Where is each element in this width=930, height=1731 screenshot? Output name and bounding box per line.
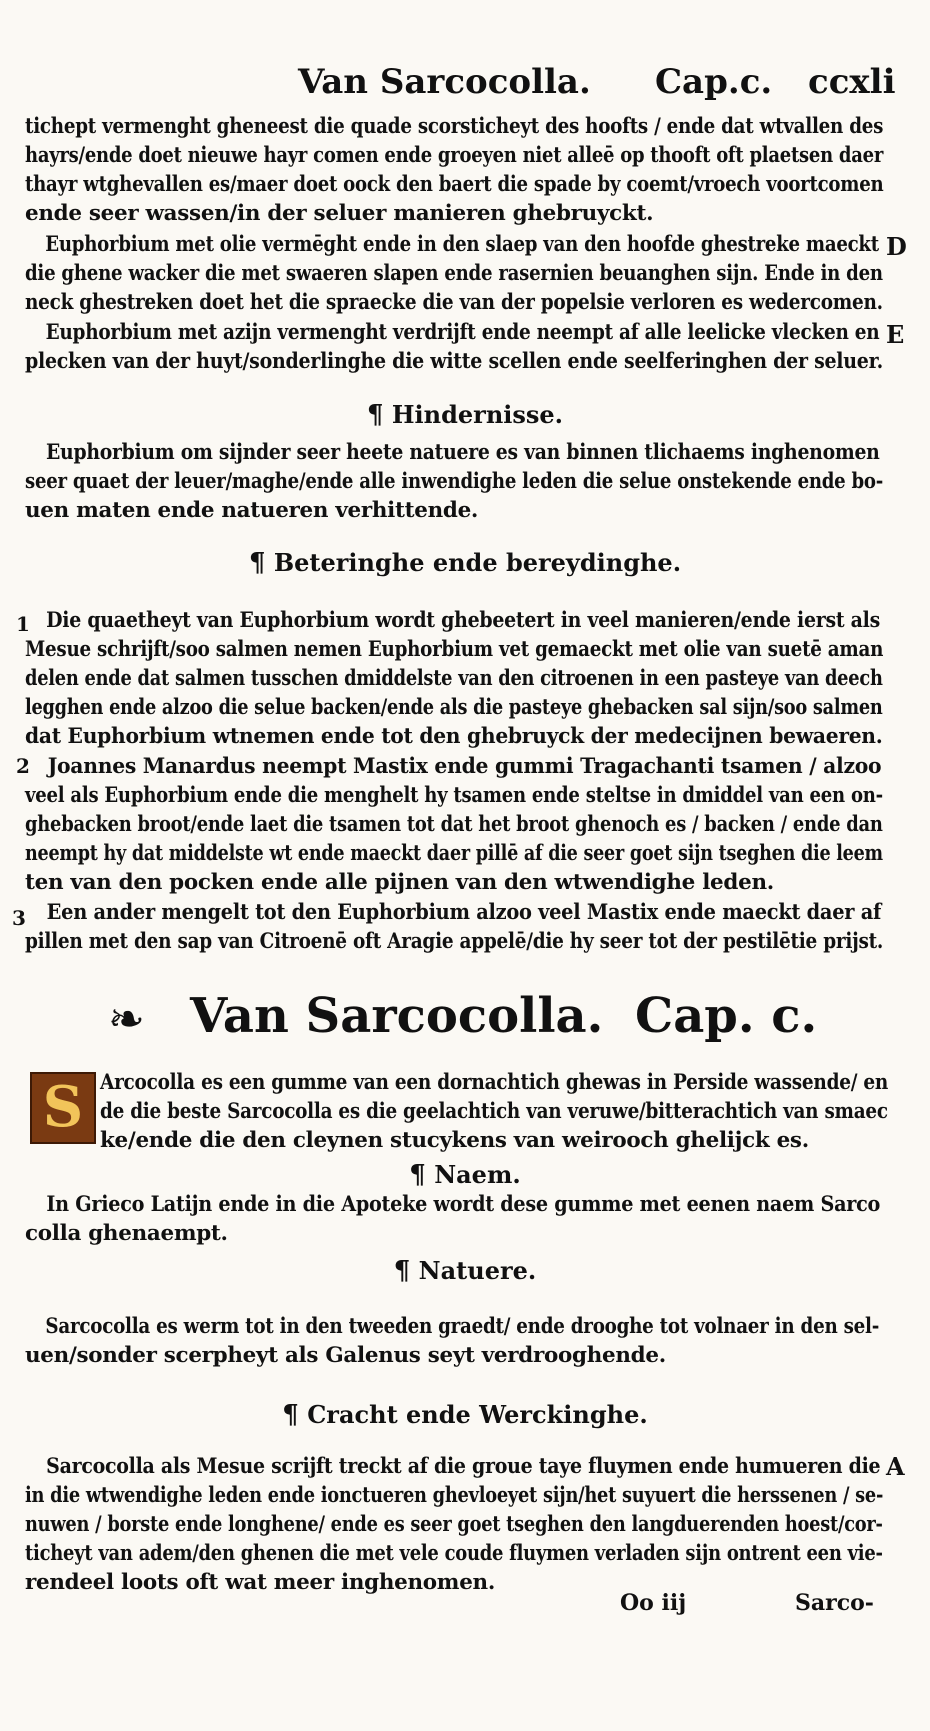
text-line: Sarcocolla es werm tot in den tweeden graedt/ ende drooghe tot volnaer in den sel- bbox=[45, 1314, 880, 1339]
text-line: ghebacken broot/ende laet die tsamen tot dat het broot ghenoch es / backen / ende dan bbox=[25, 812, 883, 837]
text-line: Euphorbium met olie vermēght ende in den slaep van den hoofde ghestreke maeckt bbox=[45, 232, 879, 257]
text-line: veel als Euphorbium ende die menghelt hy tsamen ende steltse in dmiddel van een on- bbox=[25, 783, 883, 808]
chapter-intro bbox=[100, 1068, 890, 1155]
text-line: ende seer wassen/in der seluer manieren ghebruyckt. bbox=[25, 201, 654, 226]
text-line: Een ander mengelt tot den Euphorbium alzoo veel Mastix ende maeckt daer af bbox=[46, 900, 882, 925]
folio-number: ccxli bbox=[808, 62, 896, 102]
text-line: tichept vermenght gheneest die quade scorsticheyt des hoofts / ende dat wtvallen des bbox=[25, 114, 884, 139]
text-line: neck ghestreken doet het die spraecke die van der popelsie verloren es wedercomen. bbox=[25, 290, 883, 315]
pilcrow-icon: ¶ bbox=[248, 548, 266, 578]
text-line: de die beste Sarcocolla es die geelachtich van veruwe/bitterachtich van smaec bbox=[100, 1099, 888, 1124]
pilcrow-icon: ¶ bbox=[366, 400, 384, 430]
pilcrow-icon: ¶ bbox=[282, 1400, 299, 1430]
text-line: nuwen / borste ende longhene/ ende es seer goet tseghen den langduerenden hoest/cor- bbox=[25, 1512, 883, 1537]
text-line: Sarcocolla als Mesue scrijft treckt af die groue taye fluymen ende humueren die bbox=[46, 1454, 881, 1479]
pilcrow-icon: ¶ bbox=[393, 1256, 411, 1286]
item-number: 3 bbox=[12, 906, 26, 930]
heading-natuere: ¶ Natuere. bbox=[393, 1256, 537, 1286]
text-line: Die quaetheyt van Euphorbium wordt ghebeetert in veel manieren/ende ierst als bbox=[46, 608, 881, 633]
text-line: in die wtwendighe leden ende ionctueren ghevloeyet sijn/het suyuert die herssenen / se- bbox=[25, 1483, 884, 1508]
beteringhe-item-2 bbox=[25, 752, 885, 897]
heading-beteringhe: ¶ Beteringhe ende bereydinghe. bbox=[248, 548, 682, 578]
item-number: 2 bbox=[16, 754, 30, 778]
text-line: Mesue schrijft/soo salmen nemen Euphorbium vet gemaeckt met olie van suetē aman bbox=[25, 637, 884, 662]
text-line: seer quaet der leuer/maghe/ende alle inwendighe leden die selue onstekende ende bo- bbox=[25, 469, 884, 494]
text-line: Euphorbium om sijnder seer heete natuere es van binnen tlichaems inghenomen bbox=[45, 440, 880, 465]
running-chapter: Cap.c. bbox=[655, 62, 773, 102]
chapter-number: Cap. c. bbox=[635, 988, 818, 1044]
text-line: legghen ende alzoo die selue backen/ende als die pasteye ghebacken sal sijn/soo salmen bbox=[25, 695, 883, 720]
margin-letter-e: E bbox=[886, 320, 905, 349]
text-line: hayrs/ende doet nieuwe hayr comen ende groeyen niet alleē op thooft oft plaetsen daer bbox=[25, 143, 884, 168]
text-line: uen/sonder scerpheyt als Galenus seyt verdrooghende. bbox=[25, 1343, 666, 1368]
intro-paragraph bbox=[25, 112, 885, 228]
text-line: Joannes Manardus neempt Mastix ende gummi Tragachanti tsamen / alzoo bbox=[47, 754, 882, 779]
beteringhe-item-3 bbox=[25, 898, 885, 956]
text-line: In Grieco Latijn ende in die Apoteke wordt dese gumme met eenen naem Sarco bbox=[46, 1192, 881, 1217]
heading-naem: ¶ Naem. bbox=[409, 1160, 521, 1190]
text-line: dat Euphorbium wtnemen ende tot den ghebruyck der medecijnen bewaeren. bbox=[25, 724, 883, 749]
text-line: ke/ende die den cleynen stucykens van weirooch ghelijck es. bbox=[100, 1128, 809, 1153]
text-line: thayr wtghevallen es/maer doet oock den baert die spade by coemt/vroech voortcomen bbox=[25, 172, 884, 197]
pilcrow-icon: ¶ bbox=[409, 1160, 426, 1190]
text-line: rendeel loots oft wat meer inghenomen. bbox=[25, 1570, 496, 1595]
heading-cracht: ¶ Cracht ende Werckinghe. bbox=[282, 1400, 648, 1430]
running-title: Van Sarcocolla. bbox=[298, 62, 591, 102]
text-line: ten van den pocken ende alle pijnen van den wtwendighe leden. bbox=[25, 870, 774, 895]
beteringhe-item-1 bbox=[25, 606, 885, 751]
text-line: Euphorbium met azijn vermenght verdrijft ende neempt af alle leelicke vlecken en bbox=[45, 320, 880, 345]
paragraph-euphorbium-azijn bbox=[25, 318, 885, 376]
fleuron-icon: ❧ bbox=[108, 994, 145, 1045]
paragraph-cracht bbox=[25, 1452, 885, 1597]
text-line: Arcocolla es een gumme van een dornachtich ghewas in Perside wassende/ en bbox=[100, 1070, 889, 1095]
text-line: pillen met den sap van Citroenē oft Aragie appelē/die hy seer tot der pestilētie prijst. bbox=[25, 929, 884, 954]
text-line: plecken van der huyt/sonderlinghe die witte scellen ende seelferinghen der seluer. bbox=[25, 349, 883, 374]
running-header bbox=[0, 62, 930, 112]
text-line: neempt hy dat middelste wt ende maeckt daer pillē af die seer goet sijn tseghen die leem bbox=[25, 841, 883, 866]
paragraph-hindernisse bbox=[25, 438, 885, 525]
text-line: colla ghenaempt. bbox=[25, 1221, 228, 1246]
catchword: Sarco- bbox=[795, 1590, 874, 1616]
page-footer bbox=[0, 1590, 930, 1620]
text-line: die ghene wacker die met swaeren slapen ende rasernien beuanghen sijn. Ende in den bbox=[25, 261, 883, 286]
text-line: delen ende dat salmen tusschen dmiddelste van den citroenen in een pasteye van deech bbox=[25, 666, 883, 691]
text-line: uen maten ende natueren verhittende. bbox=[25, 498, 479, 523]
paragraph-natuere bbox=[25, 1312, 885, 1370]
paragraph-naem bbox=[25, 1190, 885, 1248]
heading-hindernisse: ¶ Hindernisse. bbox=[366, 400, 564, 430]
paragraph-euphorbium-olie bbox=[25, 230, 885, 317]
signature-mark: Oo iij bbox=[620, 1590, 687, 1616]
item-number: 1 bbox=[16, 612, 30, 636]
margin-letter-d: D bbox=[886, 232, 907, 261]
margin-letter-a: A bbox=[886, 1452, 905, 1481]
chapter-heading bbox=[0, 988, 930, 1058]
text-line: ticheyt van adem/den ghenen die met vele coude fluymen verladen sijn ontrent een vie- bbox=[25, 1541, 883, 1566]
chapter-title: Van Sarcocolla. bbox=[190, 988, 604, 1044]
drop-initial: S bbox=[30, 1072, 96, 1144]
